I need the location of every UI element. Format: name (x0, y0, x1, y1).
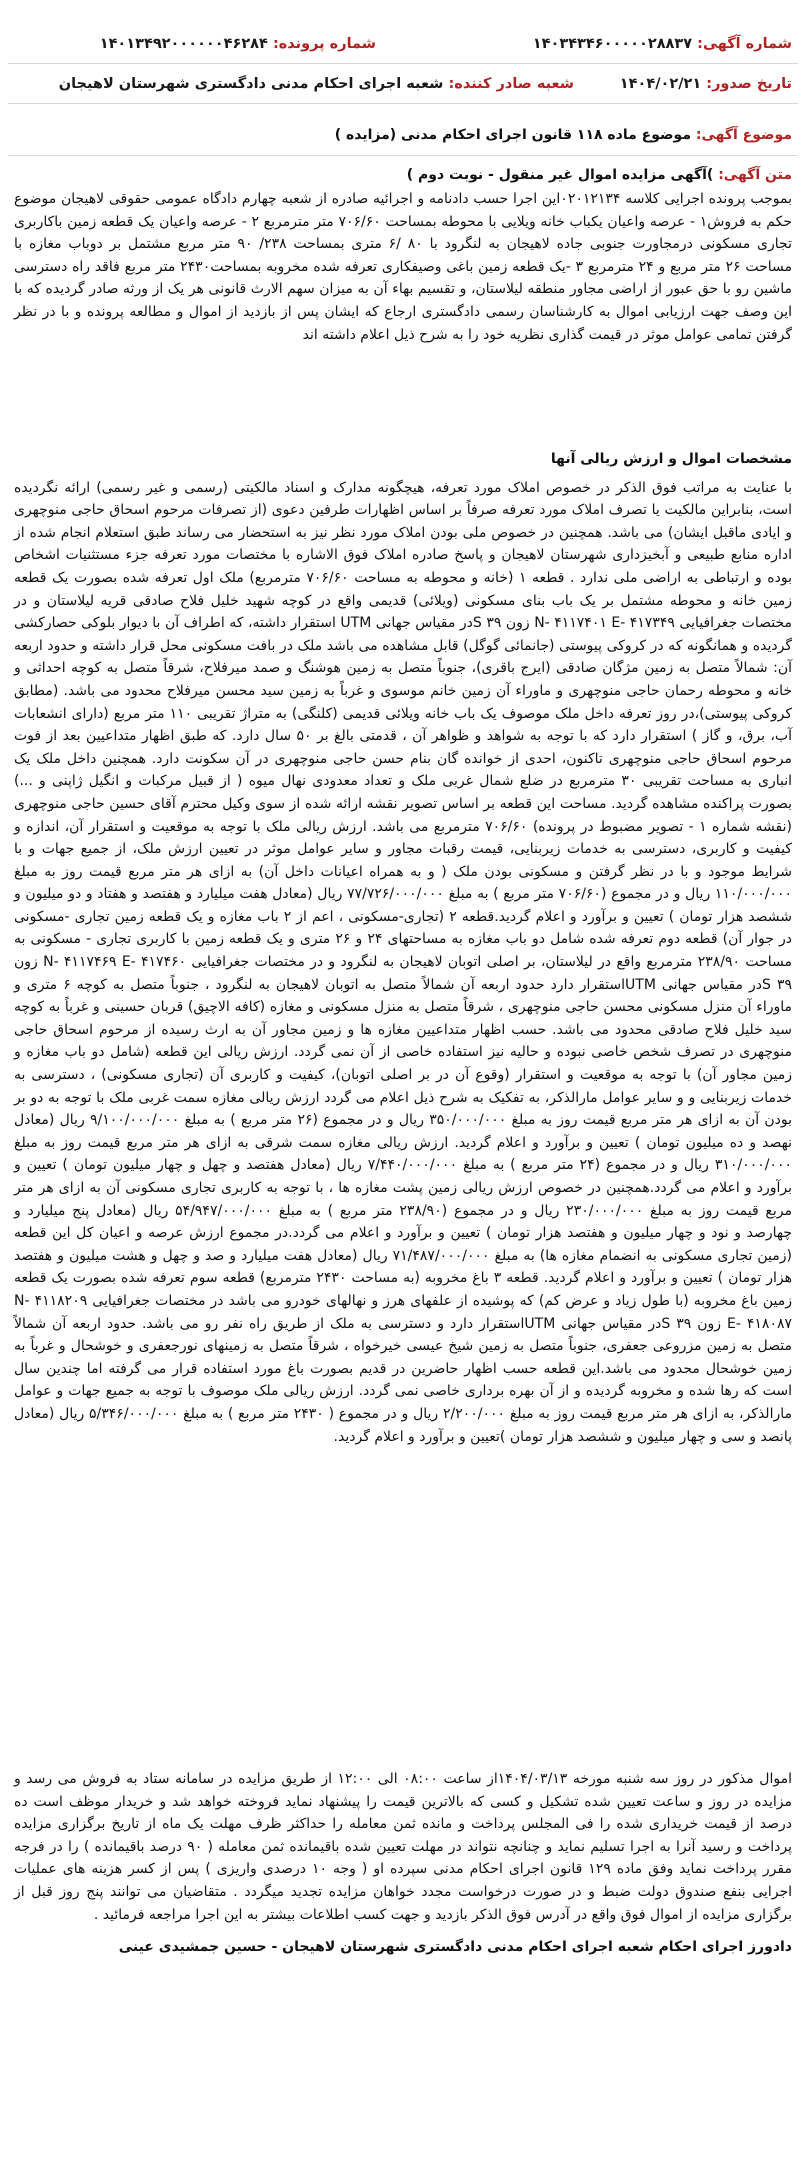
issue-date-field (620, 74, 792, 94)
ad-number-value: ۱۴۰۳۴۳۴۶۰۰۰۰۰۲۸۸۳۷ (532, 36, 693, 52)
issue-date-value: ۱۴۰۴/۰۲/۲۱ (619, 76, 702, 92)
subject-divider (8, 155, 798, 156)
specs-section (14, 444, 792, 1458)
auction-paragraph: اموال مذکور در روز سه شنبه مورخه ۱۴۰۴/۰۳/۱۳از ساعت ۰۸:۰۰ الی ۱۲:۰۰ از طریق مزایده در سامانه ستاد به فروش می رسد و مزایده در روز و ساعت تعیین شده تشکیل و کسی که بالاترین قیمت را پیشنهاد نماید فروخته خواهد شد و خریدار موظف است ده درصد از قیمت خریداری شده را فی المجلس پرداخت و مانده ثمن معامله را حداکثر ظرف مهلت یک ماه از تاریخ برگزاری مزایده پرداخت و رسید آنرا به اجرا تسلیم نماید و چنانچه نتواند در مهلت تعیین شده باقیمانده ثمن معامله ( ۹۰ درصد باقیمانده ) را در فرجه مقرر پرداخت نماید وفق ماده ۱۲۹ قانون اجرای احکام مدنی سپرده او ( وجه ۱۰ درصدی واریزی ) پس از کسر هزینه های عملیات اجرایی بنفع صندوق دولت ضبط و در صورت درخواست مجدد خواهان مزایده تجدید میگردد . متقاضیان می توانند پنج روز قبل از برگزاری مزایده از اموال فوق واقع در آدرس فوق الذکر بازدید و جهت کسب اطلاعات بیشتر به این اجرا مراجعه فرمائید . (14, 1771, 792, 1923)
issue-date-label: تاریخ صدور: (706, 76, 792, 92)
ad-number-field (533, 34, 792, 54)
subject-label: موضوع آگهی: (695, 127, 792, 143)
specs-paragraph: با عنایت به مراتب فوق الذکر در خصوص املاک مورد تعرفه، هیچگونه مدارک و اسناد مالکیتی (رسمی و غیر رسمی) ارائه نگردیده است، بنابراین مالکیت یا تصرف املاک مورد تعرفه صرفاً بر اساس اظهارات طرفین دعوی (از تصرفات مرحوم اسحاق حاجی منوچهری و ایادی ماقبل ایشان) می باشد. همچنین در خصوص ملی بودن املاک مورد نظر نیز به استحضار می رساند طبق استعلام انجام شده از اداره منابع طبیعی و آبخیزداری شهرستان لاهیجان و پاسخ صادره املاک فوق الاشاره با مختصات مورد تعرفه جزء مستثنیات اشخاص بوده و ارتباطی به اراضی ملی ندارد . قطعه ۱ (خانه و محوطه به مساحت ۷۰۶/۶۰ مترمربع) ملک اول تعرفه شده بصورت یک قطعه زمین خانه و محوطه مشتمل بر یک باب بنای مسکونی (ویلائی) قدیمی واقع در کوچه شهید خلیل فلاح صادقی قریه لیلاستان و در مختصات جغرافیایی N- ۴۱۱۷۴۰۱ E- ۴۱۷۳۴۹ زون ۳۹ Sدر مقیاس جهانی UTM استقرار داشته، که اطراف آن با دیوار بلوکی حصارکشی گردیده و همانگونه که در کروکی پیوستی (جانمائی گوگل) قابل مشاهده می باشد ملک در بافت مسکونی محل قرار داشته و حدود اربعه آن: شمالاً متصل به زمین مژگان صادقی (ایرج باقری)، جنوباً متصل به زمین هوشنگ و صمد میرفلاح، شرقاً متصل به کوچه احداثی و خانه و محوطه رحمان حاجی منوچهری و ماوراء آن زمین خانم موسوی و غرباً به زمین سید محسن میرفلاح محدود می باشد. (مطابق کروکی پیوستی)،در روز تعرفه داخل ملک موصوف یک باب خانه ویلائی قدیمی (کلنگی) به متراژ تقریبی ۱۱۰ متر مربع (دارای انشعابات آب، برق، و گاز ) استقرار دارد که با توجه به شواهد و ظواهر آن ، قدمتی بالغ بر ۵۰ سال دارد. که طبق اظهار متداعیین بعد از فوت مرحوم اسحاق حاجی منوچهری تاکنون، احدی از خوانده گان بنام حسن حاجی منوچهری در آن سکونت دارد. همچنین داخل ملک یک انباری به مساحت تقریبی ۳۰ مترمربع در ضلع شمال غربی ملک و تعداد معدودی نهال میوه ( از قبیل مرکبات و انگیل ژاپنی و ...) بصورت پراکنده مشاهده گردید. مساحت این قطعه بر اساس تصویر نقشه ارائه شده از سوی وکیل محترم آقای حسین حاجی منوچهری (نقشه شماره ۱ - تصویر مضبوط در پرونده) ۷۰۶/۶۰ مترمربع می باشد. ارزش ریالی ملک با توجه به موقعیت و استقرار آن، اندازه و کیفیت و کاربری، دسترسی به خدمات زیربنایی، قیمت رقبات مجاور و سایر عوامل موثر در تعیین ارزش ملک، از جمیع جهات و با شرایط موجود و با در نظر گرفتن و مسکونی بودن ملک ( و به همراه اعیانات داخل آن) به ازای هر متر مربع قیمت روز به مبلغ ۱۱۰/۰۰۰/۰۰۰ ریال و در مجموع (۷۰۶/۶۰ متر مربع ) به مبلغ ۷۷/۷۲۶/۰۰۰/۰۰۰ ریال (معادل هفت میلیارد و هفتصد و هفتاد و دو میلیون و ششصد هزار تومان ) تعیین و برآورد و اعلام گردید.قطعه ۲ (تجاری-مسکونی ، اعم از ۲ باب مغازه و یک قطعه زمین تجاری -مسکونی در جوار آن) قطعه دوم تعرفه شده شامل دو باب مغازه به مساحتهای ۲۴ و ۲۶ متری و یک قطعه زمین با کاربری تجاری - مسکونی به مساحت ۲۳۸/۹۰ مترمربع واقع در لیلاستان، بر اصلی اتوبان لاهیجان به لنگرود و در مختصات جغرافیایی N- ۴۱۱۷۴۶۹ E- ۴۱۷۴۶۰ زون ۳۹ Sدر مقیاس جهانی UTMاستقرار دارد حدود اربعه آن شمالاً متصل به اتوبان لاهیجان به لنگرود ، جنوباً متصل به کوچه ۶ متری و ماوراء آن منزل مسکونی محسن حاجی منوچهری ، شرقاً متصل به منزل مسکونی و مغازه (کافه الاچیق) قربان حسینی و غرباً به کوچه سید خلیل فلاح صادقی محدود می باشد. حسب اظهار متداعیین مغازه ها و زمین مجاور آن به ارث رسیده از مرحوم اسحاق حاجی منوچهری در تصرف شخص خاصی نبوده و حالیه نیز استفاده خاصی از آن نمی گردد. ارزش ریالی این قطعه (شامل دو باب مغازه و زمین مجاور آن) با توجه به موقعیت و استقرار (وقوع آن در بر اصلی اتوبان)، کیفیت و کاربری آن (تجاری مسکونی) ، دسترسی به خدمات زیربنایی و و سایر عوامل مارالذکر، به تفکیک به شرح ذیل اعلام می گردد ارزش ریالی مغازه سمت غربی ملک با توجه به دو بر بودن آن به ازای هر متر مربع قیمت روز به مبلغ ۳۵۰/۰۰۰/۰۰۰ ریال و در مجموع (۲۶ متر مربع ) به مبلغ ۹/۱۰۰/۰۰۰/۰۰۰ ریال (معادل نهصد و ده میلیون تومان ) تعیین و برآورد و اعلام گردید. ارزش ریالی مغازه سمت شرقی به ازای هر متر مربع قیمت روز به مبلغ ۳۱۰/۰۰۰/۰۰۰ ریال و در مجموع (۲۴ متر مربع ) به مبلغ ۷/۴۴۰/۰۰۰/۰۰۰ ریال (معادل هفتصد و چهل و چهار میلیون تومان ) تعیین و برآورد و اعلام می گردد.همچنین در خصوص ارزش ریالی زمین پشت مغازه ها ، با توجه به کاربری تجاری مسکونی آن به ازای هر متر مربع قیمت روز به مبلغ ۲۳۰/۰۰۰/۰۰۰ ریال و در مجموع (۲۳۸/۹۰ متر مربع ) به مبلغ ۵۴/۹۴۷/۰۰۰/۰۰۰ ریال (معادل پنج میلیارد و چهارصد و نود و چهار میلیون و هفتصد هزار تومان ) تعیین و برآورد و اعلام می گردد.در مجموع ارزش عرصه و اعیان کل این قطعه (زمین تجاری مسکونی به انضمام مغازه ها) به مبلغ ۷۱/۴۸۷/۰۰۰/۰۰۰ ریال (معادل هفت میلیارد و صد و چهل و هشت میلیون و هفتصد هزار تومان ) تعیین و برآورد و اعلام گردید. قطعه ۳ باغ مخروبه (به مساحت ۲۴۳۰ مترمربع) قطعه سوم تعرفه شده بصورت یک قطعه زمین باغ مخروبه (با طول زیاد و عرض کم) که پوشیده از علفهای هرز و نهالهای خودرو می باشد در مختصات جغرافیایی N- ۴۱۱۸۲۰۹ E- ۴۱۸۰۸۷ زون ۳۹ Sدر مقیاس جهانی UTMاستقرار دارد و دسترسی به ملک از طریق راه نفر رو می باشد. حدود اربعه آن شمالاً متصل به زمین مزروعی جعفری، جنوباً متصل به زمین شیخ عیسی خیرخواه ، شرقاً متصل به زمینهای نورجعفری و خوشحال و غرباً به زمین خوشحال محدود می باشد.این قطعه حسب اظهار حاضرین در قدیم بصورت باغ مورد استفاده قرار می گرفته اما چندین سال است که رها شده و مخروبه گردیده و از آن بهره برداری خاصی نمی گردد. ارزش ریالی ملک موصوف با توجه به جمیع جهات و عوامل مارالذکر، به ازای هر متر مربع قیمت روز به مبلغ ۲/۲۰۰/۰۰۰ ریال و در مجموع ( ۲۴۳۰ متر مربع ) به مبلغ ۵/۳۴۶/۰۰۰/۰۰۰ ریال (معادل پانصد و سی و چهار میلیون و ششصد هزار تومان )تعیین و برآورد و اعلام گردید. (14, 479, 793, 1445)
case-number-field (100, 34, 376, 54)
intro-section (14, 188, 792, 356)
specs-heading: مشخصات اموال و ارزش ریالی آنها (550, 451, 792, 467)
signature-line: دادورز اجرای احکام شعبه اجرای احکام مدنی دادگستری شهرستان لاهیجان - حسین جمشیدی عینی (118, 1939, 792, 1956)
header-divider-2 (8, 103, 798, 104)
subject-value: موضوع ماده ۱۱۸ قانون اجرای احکام مدنی (مزایده ) (334, 127, 691, 143)
intro-paragraph: بموجب پرونده اجرایی کلاسه ۰۲۰۱۲۱۳۴این اجرا حسب دادنامه و اجرائیه صادره از شعبه چهارم دادگاه عمومی حقوقی لاهیجان موضوع حکم به فروش۱ - عرصه واعیان یکباب خانه ویلایی با محوطه بمساحت ۷۰۶/۶۰ متر مترمربع ۲ - عرصه واعیان یک قطعه زمین باکاربری تجاری مسکونی درمجاورت جنوبی جاده لاهیجان به لنگرود با ۸۰ /۶ متری بمساحت ۲۳۸/ ۹۰ متر مربع مشتمل بر دوباب مغازه با مساحت ۲۶ متر مربع و ۲۴ مترمربع ۳ -یک قطعه زمین باغی وصیفکاری تعرفه شده مخروبه بمساحت۲۴۳۰ متر مربع فاقد راه دسترسی ماشین رو با حق عبور از اراضی مجاور منطقه لیلاستان، و تقسیم بهاء آن به میزان سهم الارث قانونی هر یک از ورثه صادر گردیده که با این وصف جهت ارزیابی اموال به کارشناسان رسمی دادگستری ارجاع که ایشان پس از بازدید از اموال و مطالعه پرونده و با در نظر گرفتن تمامی عوامل موثر در قیمت گذاری نظریه خود را به شرح ذیل اعلام داشته اند (14, 191, 792, 343)
issuing-branch-field (59, 74, 574, 94)
notice-body-title (14, 164, 792, 186)
notice-subject (14, 124, 792, 146)
auction-section (14, 1768, 792, 1969)
case-number-value: ۱۴۰۱۳۴۹۲۰۰۰۰۰۰۴۶۲۸۴ (99, 36, 268, 52)
case-number-label: شماره پرونده: (272, 36, 376, 52)
body-title-label: متن آگهی: (718, 167, 792, 183)
header-divider-1 (8, 63, 798, 64)
issuing-branch-label: شعبه صادر کننده: (448, 76, 574, 92)
body-title-value: )آگهی مزایده اموال غیر منقول - نوبت دوم ) (406, 167, 714, 183)
issuing-branch-value: شعبه اجرای احکام مدنی دادگستری شهرستان لاهیجان (58, 76, 444, 92)
ad-number-label: شماره آگهی: (697, 36, 792, 52)
